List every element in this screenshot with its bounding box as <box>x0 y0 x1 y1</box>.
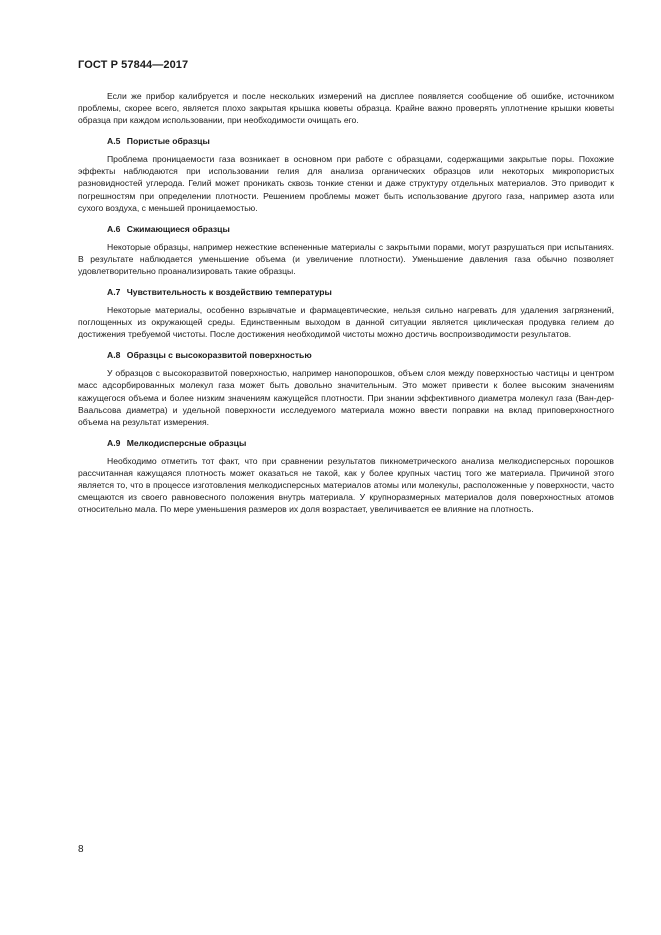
section-title: Образцы с высокоразвитой поверхностью <box>126 350 312 361</box>
section-paragraph-a6: Некоторые образцы, например нежесткие вспененные материалы с закрытыми порами, могут разрушаться при испытаниях. В результате наблюдается уменьшение объема (и увеличение плотности). Уменьшение давления газа обычно позволяет удовлетворительно проанализировать такие образцы. <box>78 241 614 276</box>
section-title: Мелкодисперсные образцы <box>126 437 247 448</box>
document-code: ГОСТ Р 57844—2017 <box>78 59 189 71</box>
section-heading-a9 <box>78 437 614 449</box>
section-heading-a8 <box>78 349 614 361</box>
section-number: А.5 <box>107 136 121 147</box>
section-heading-a5 <box>78 135 614 147</box>
section-title: Сжимающиеся образцы <box>126 223 230 234</box>
section-number: А.7 <box>107 287 121 298</box>
page-number: 8 <box>78 844 84 855</box>
section-heading-a7 <box>78 286 614 298</box>
intro-paragraph: Если же прибор калибруется и после нескольких измерений на дисплее появляется сообщение об ошибке, источником проблемы, скорее всего, является плохо закрытая крышка кюветы образца. Крайне важно проверять уплотнение крышки кюветы образца при каждом использовании, при необходимости очищать его. <box>78 91 614 126</box>
document-body <box>78 90 614 515</box>
section-heading-a6 <box>78 223 614 235</box>
section-paragraph-a7: Некоторые материалы, особенно взрывчатые и фармацевтические, нельзя сильно нагревать для удаления загрязнений, поглощенных из окружающей среды. Единственным выходом в данной ситуации является циклическая продувка гелием до достижения требуемой чистоты. После достижения необходимой чистоты можно достичь воспроизводимости результатов. <box>78 305 614 340</box>
section-paragraph-a5: Проблема проницаемости газа возникает в основном при работе с образцами, содержащими закрытые поры. Похожие эффекты наблюдаются при использовании гелия для анализа органических образцов или некоторых микропористых разновидностей углерода. Гелий может проникать сквозь тонкие стенки и даже структуру отдельных материалов. Это приводит к погрешностям при определении плотности. Решением проблемы может быть использование другого газа, например азота или сухого воздуха, с меньшей проницаемостью. <box>78 154 614 213</box>
section-paragraph-a9: Необходимо отметить тот факт, что при сравнении результатов пикнометрического анализа мелкодисперсных порошков рассчитанная кажущаяся плотность может оказаться не такой, как у более крупных частиц того же материала. Причиной этого является то, что в процессе изготовления мелкодисперсных материалов атомы или молекулы, расположенные у поверхности, часто смещаются из своего равновесного положения внутрь материала. У крупноразмерных материалов доля поверхностных атомов относительно мала. По мере уменьшения размеров их доля возрастает, увеличивается ее влияние на плотность. <box>78 455 614 515</box>
section-title: Чувствительность к воздействию температуры <box>126 287 332 298</box>
section-number: А.9 <box>107 437 121 448</box>
section-title: Пористые образцы <box>126 136 210 147</box>
section-number: А.8 <box>107 350 121 361</box>
section-paragraph-a8: У образцов с высокоразвитой поверхностью, например нанопорошков, объем слоя между поверхностью частицы и центром масс адсорбированных молекул газа может быть довольно значительным. Это может привести к более высоким значениям кажущегося объема и более низким значениям кажущейся плотности. При знании эффективного диаметра молекул газа (Ван-дер-Ваальсова диаметра) и удельной поверхности исследуемого материала можно ввести поправки на вклад приповерхностного объема на результат измерения. <box>78 368 614 427</box>
section-number: А.6 <box>107 223 121 234</box>
